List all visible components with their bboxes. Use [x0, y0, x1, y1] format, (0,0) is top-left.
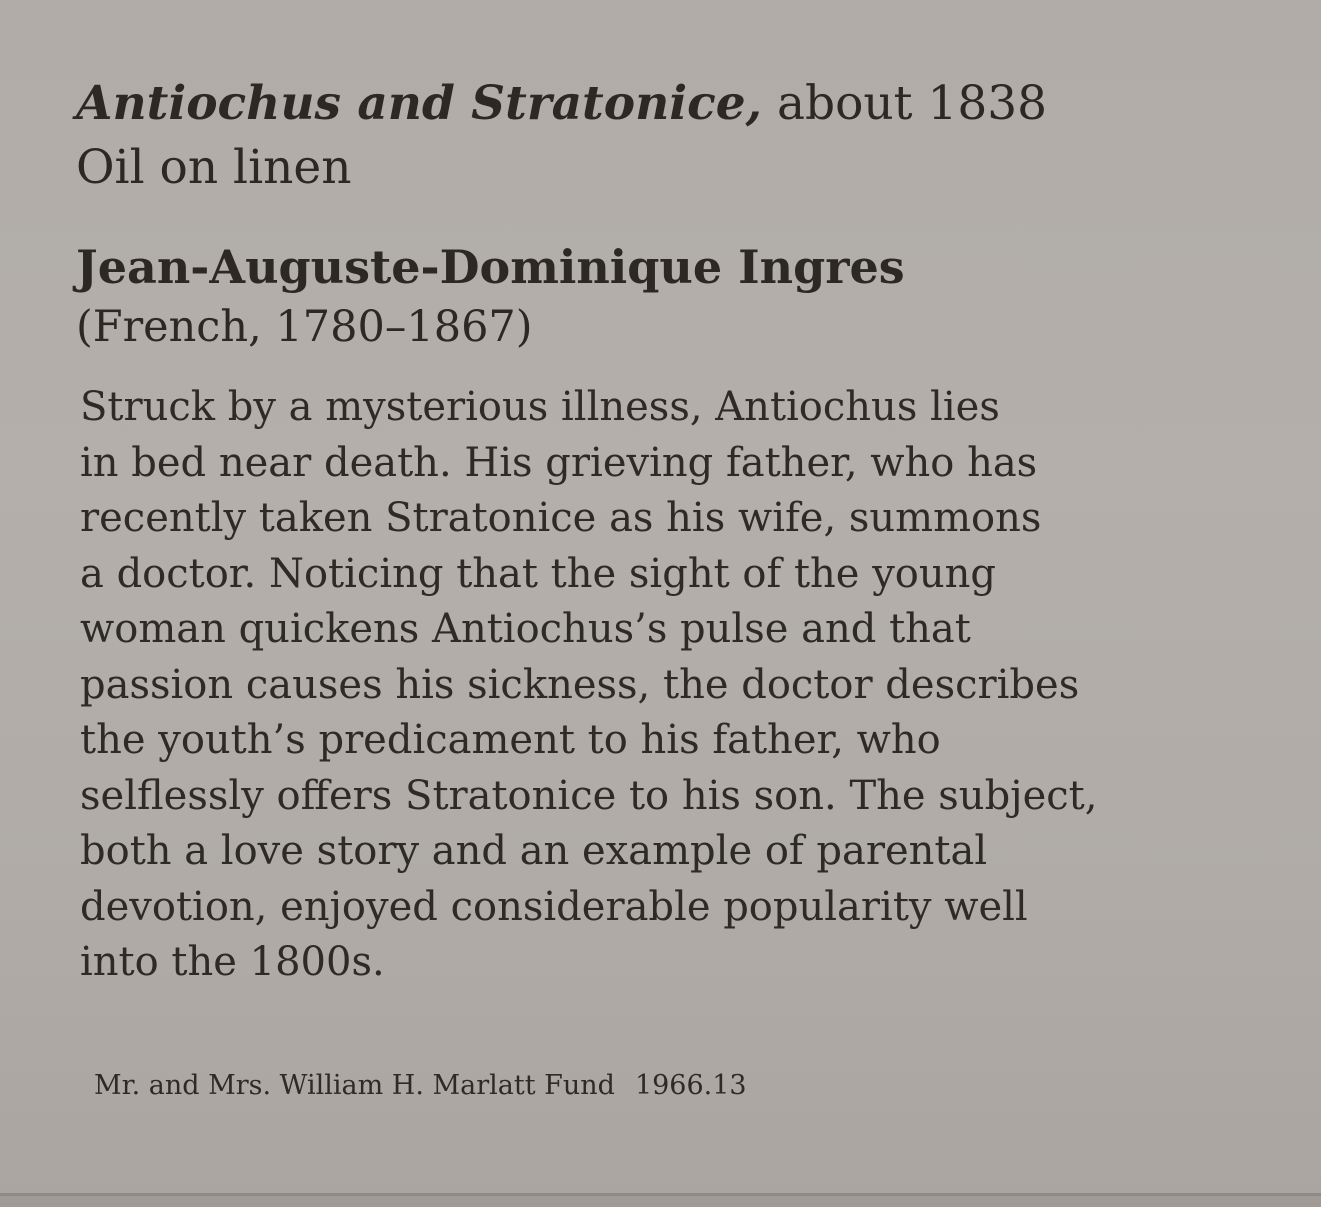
artist-nationality-dates: (French, 1780–1867)	[76, 302, 533, 352]
artwork-description	[80, 380, 1220, 991]
description-line: selflessly offers Stratonice to his son. The subject,	[80, 772, 1098, 819]
credit-line	[94, 1066, 747, 1106]
credit-fund: Mr. and Mrs. William H. Marlatt Fund	[94, 1070, 615, 1101]
description-line: in bed near death. His grieving father, who has	[80, 439, 1038, 486]
artist-name: Jean-Auguste-Dominique Ingres	[76, 240, 905, 294]
description-line: into the 1800s.	[80, 939, 385, 985]
description-line: Struck by a mysterious illness, Antiochus lies	[80, 384, 1000, 430]
description-line: both a love story and an example of parental	[80, 828, 988, 874]
description-line: devotion, enjoyed considerable popularity well	[80, 883, 1028, 930]
description-line: passion causes his sickness, the doctor describes	[80, 661, 1080, 708]
artwork-date: about 1838	[762, 76, 1048, 131]
description-line: recently taken Stratonice as his wife, summons	[80, 495, 1042, 541]
artwork-title: Antiochus and Stratonice,	[76, 76, 763, 131]
description-line: a doctor. Noticing that the sight of the young	[80, 550, 996, 597]
artwork-medium: Oil on linen	[76, 140, 352, 195]
description-line: woman quickens Antiochus’s pulse and that	[80, 606, 971, 652]
accession-number: 1966.13	[634, 1070, 747, 1101]
description-line: the youth’s predicament to his father, who	[80, 717, 941, 763]
artwork-title-line	[76, 74, 1047, 134]
wall-surface	[0, 1196, 1321, 1207]
